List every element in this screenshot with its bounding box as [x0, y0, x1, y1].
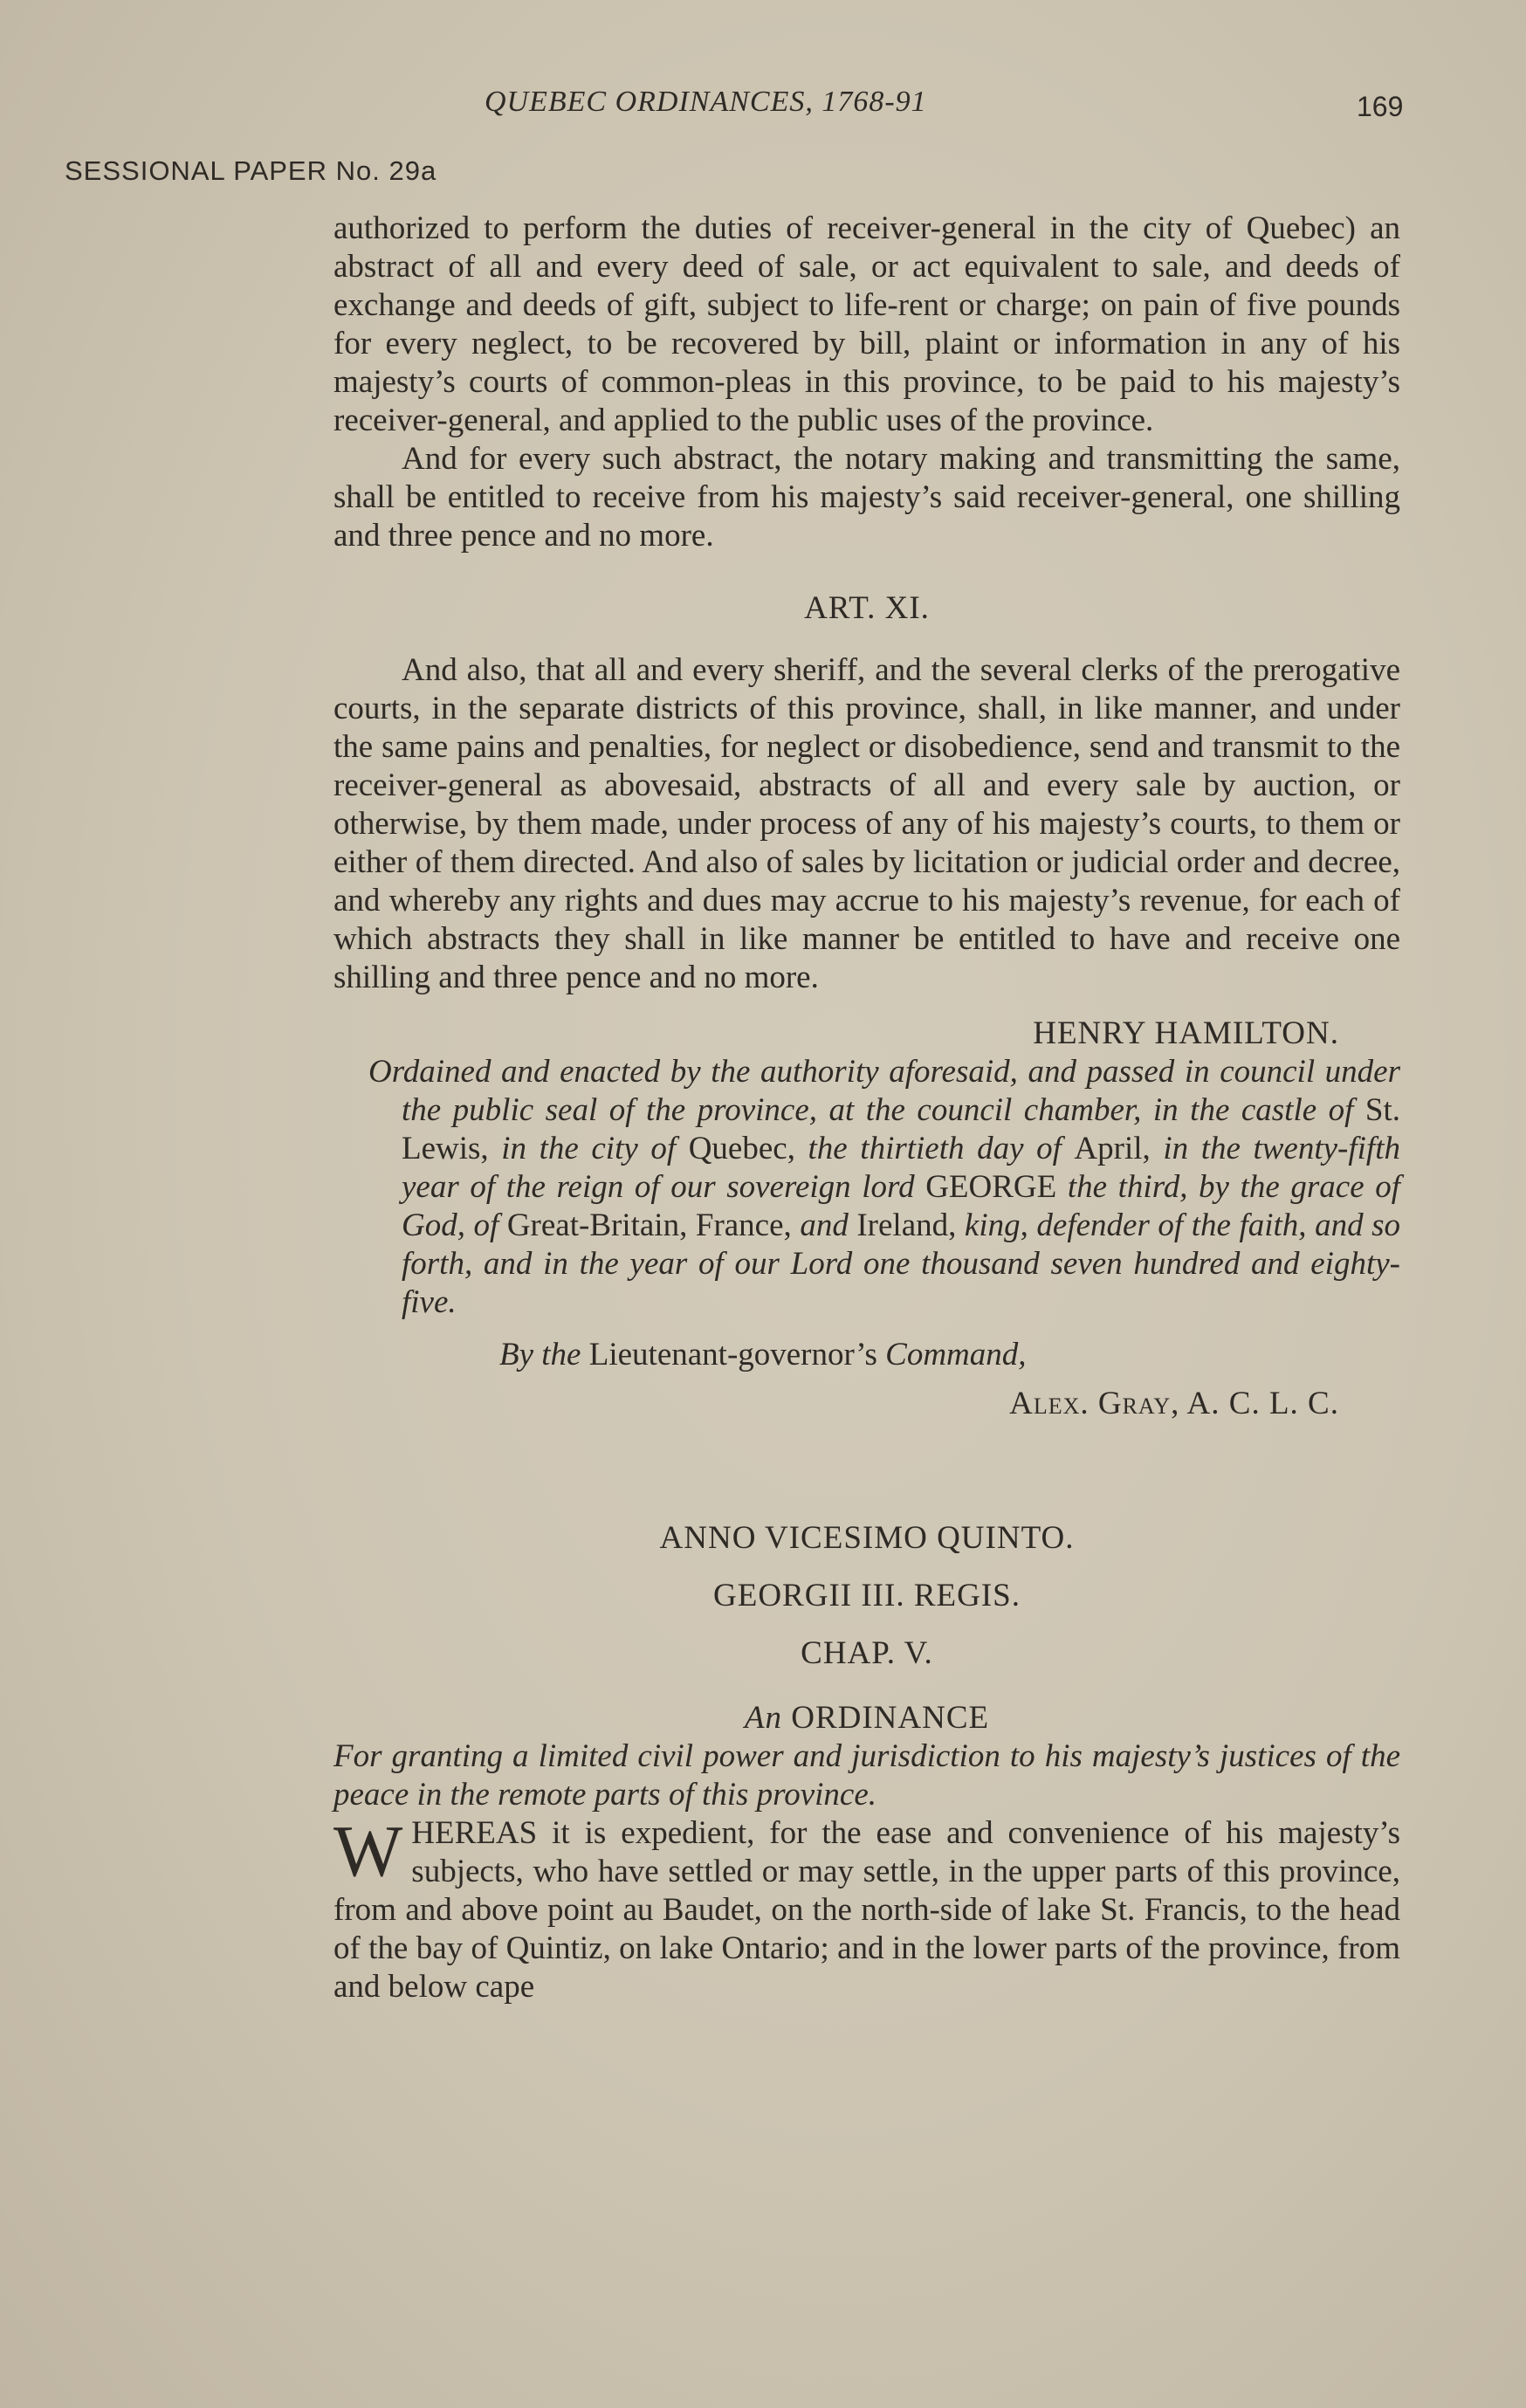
command-title: Lieutenant-governor’s: [588, 1337, 877, 1373]
whereas-paragraph: [333, 1811, 1400, 2006]
enactment-country: Ireland,: [856, 1207, 957, 1243]
enactment-clause: [333, 1053, 1400, 1322]
enactment-country: Great-Britain, France,: [506, 1207, 792, 1243]
article-xi-heading: ART. XI.: [804, 590, 930, 626]
enactment-place: St. Lewis,: [402, 1092, 1400, 1166]
reign-heading: GEORGII III. REGIS.: [713, 1578, 1021, 1613]
governor-signature: HENRY HAMILTON.: [1033, 1015, 1339, 1051]
enactment-text: Ordained and enacted by the authority aforesaid, and passed in council under the public seal of the province, at the council chamber, in the castle of: [368, 1054, 1400, 1128]
article-x-continuation: authorized to perform the duties of receiver-general in the city of Quebec) an abstract of all and every deed of sale, or act equivalent to sale, and deeds of exchange and deeds of gift, subject to life-rent or charge; on pain of five pounds for every neglect, to be recovered by bill, plaint or information in any of his majesty’s courts of common-pleas in this province, to be paid to his majesty’s receiver-general, and applied to the public uses of the province.: [333, 210, 1400, 438]
regnal-year-heading: ANNO VICESIMO QUINTO.: [659, 1520, 1075, 1556]
enactment-text: the third, by the grace of God, of: [402, 1169, 1400, 1243]
article-xi-paragraph: And also, that all and every sheriff, and the several clerks of the prerogative courts, in the separate districts of this province, shall, in like manner, and under the same pains and penalties, for neglect or disobedience, send and transmit to the receiver-general as abovesaid, abstracts of all and every sale by auction, or otherwise, by them made, under process of any of his majesty’s courts, to them or either of them directed. And also of sales by licitation or judicial order and decree, and whereby any rights and dues may accrue to his majesty’s revenue, for each of which abstracts they shall in like manner be entitled to have and receive one shilling and three pence and no more.: [333, 652, 1400, 995]
article-x-fee-paragraph: And for every such abstract, the notary making and transmitting the same, shall be entitled to receive from his majesty’s said receiver-general, one shilling and three pence and no more.: [333, 441, 1400, 554]
command-line: [333, 1336, 1400, 1374]
enactment-text: the thirtieth day of: [794, 1131, 1075, 1166]
ordinance-subtitle: For granting a limited civil power and jurisdiction to his majesty’s justices of the peace in the remote parts of this province.: [333, 1738, 1400, 1813]
drop-cap: W: [333, 1811, 403, 1892]
enactment-place: Quebec,: [688, 1131, 795, 1166]
ordinance-article: An: [744, 1700, 782, 1736]
command-prefix: By the: [499, 1337, 589, 1373]
body-text: [333, 210, 1400, 2006]
ordinance-title: [333, 1699, 1400, 1737]
enactment-king: GEORGE: [925, 1169, 1057, 1205]
running-title: QUEBEC ORDINANCES, 1768-91: [485, 86, 927, 118]
enactment-text: in the twenty-fifth year of the reign of our sovereign lord: [402, 1131, 1400, 1205]
enactment-text: and: [791, 1207, 857, 1243]
enactment-text: king, defender of the faith, and so forth, and in the year of our Lord one thousand seven hundred and eighty-five.: [402, 1207, 1401, 1320]
clerk-signature: Alex. Gray, A. C. L. C.: [1009, 1386, 1339, 1421]
page-number: 169: [1357, 91, 1404, 122]
sessional-paper-label: SESSIONAL PAPER No. 29a: [65, 155, 437, 186]
chapter-heading: CHAP. V.: [801, 1635, 933, 1671]
enactment-text: in the city of: [488, 1131, 689, 1166]
ordinance-word: ORDINANCE: [791, 1700, 990, 1736]
whereas-text: it is expedient, for the ease and convenience of his majesty’s subjects, who have settled or may settle, in the upper parts of this province, from and above point au Baudet, on the north-side of lake St. Francis, to the head of the bay of Quintiz, on lake Ontario; and in the lower parts of the province, from and below cape: [333, 1815, 1400, 2005]
command-suffix: Command,: [876, 1337, 1027, 1373]
whereas-opening: HEREAS: [411, 1815, 538, 1851]
enactment-month: April,: [1074, 1131, 1151, 1166]
